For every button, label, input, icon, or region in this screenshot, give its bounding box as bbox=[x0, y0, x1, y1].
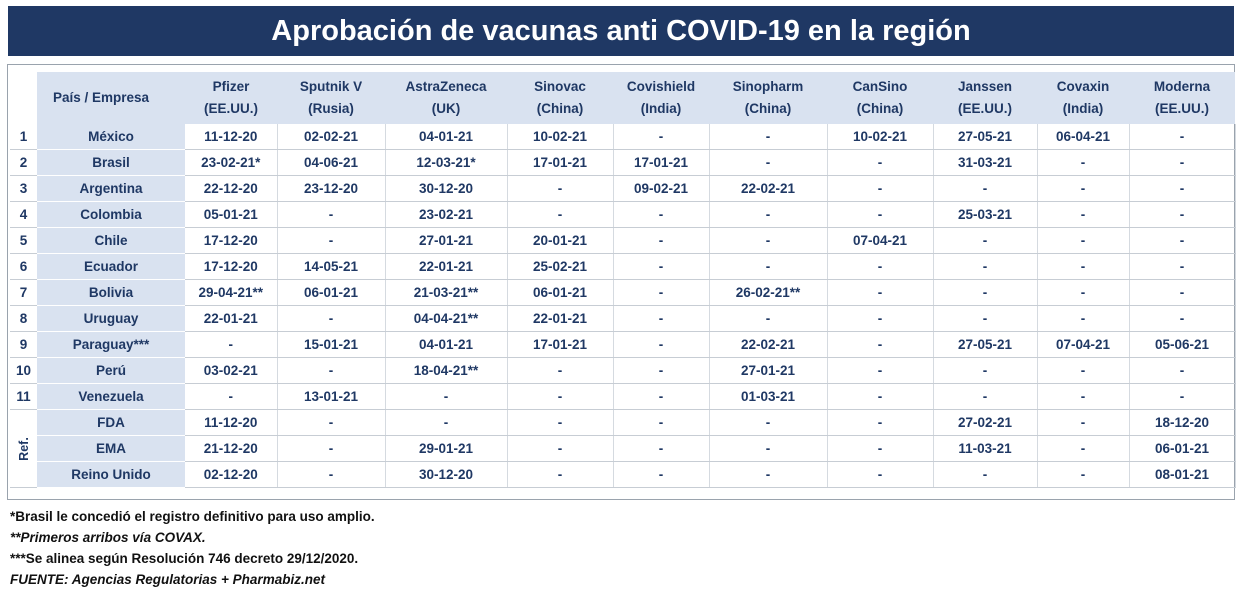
approval-date-cell: - bbox=[277, 228, 385, 254]
approval-date-cell: - bbox=[933, 280, 1037, 306]
approval-date-cell: 27-01-21 bbox=[709, 358, 827, 384]
header-vaccine bbox=[277, 72, 385, 124]
vaccine-origin: (China) bbox=[536, 101, 584, 116]
vaccine-name: AstraZeneca bbox=[405, 79, 487, 94]
approval-date-cell: 02-02-21 bbox=[277, 124, 385, 150]
approval-date-cell: 10-02-21 bbox=[827, 124, 933, 150]
approval-date-cell: - bbox=[1129, 228, 1235, 254]
approval-date-cell: 08-01-21 bbox=[1129, 462, 1235, 488]
approval-date-cell: 21-12-20 bbox=[185, 436, 277, 462]
country-cell: Uruguay bbox=[37, 306, 185, 332]
approval-date-cell: 06-01-21 bbox=[277, 280, 385, 306]
approval-date-cell: 11-03-21 bbox=[933, 436, 1037, 462]
vaccine-origin: (China) bbox=[856, 101, 904, 116]
approval-date-cell: 17-01-21 bbox=[613, 150, 709, 176]
approval-date-cell: 04-04-21** bbox=[385, 306, 507, 332]
approval-date-cell: - bbox=[185, 384, 277, 410]
approval-date-cell: 18-04-21** bbox=[385, 358, 507, 384]
approval-date-cell: - bbox=[385, 410, 507, 436]
approval-date-cell: - bbox=[709, 410, 827, 436]
approval-date-cell: - bbox=[1037, 176, 1129, 202]
approval-date-cell: - bbox=[277, 306, 385, 332]
approval-date-cell: 22-02-21 bbox=[709, 176, 827, 202]
table-row bbox=[10, 150, 1235, 176]
row-number: 9 bbox=[10, 332, 37, 358]
approval-date-cell: 11-12-20 bbox=[185, 124, 277, 150]
country-cell: México bbox=[37, 124, 185, 150]
approval-date-cell: - bbox=[185, 332, 277, 358]
approval-date-cell: - bbox=[827, 306, 933, 332]
vaccine-name: Covaxin bbox=[1056, 79, 1110, 94]
header-vaccine bbox=[1037, 72, 1129, 124]
approval-date-cell: - bbox=[1037, 280, 1129, 306]
ref-cell bbox=[10, 410, 37, 488]
approval-date-cell: 22-12-20 bbox=[185, 176, 277, 202]
approval-date-cell: 01-03-21 bbox=[709, 384, 827, 410]
approval-date-cell: 04-06-21 bbox=[277, 150, 385, 176]
approval-date-cell: - bbox=[709, 254, 827, 280]
approval-date-cell: - bbox=[277, 436, 385, 462]
reference-row bbox=[10, 462, 1235, 488]
row-number: 4 bbox=[10, 202, 37, 228]
approval-date-cell: - bbox=[1037, 228, 1129, 254]
table-row bbox=[10, 358, 1235, 384]
approval-date-cell: 17-01-21 bbox=[507, 150, 613, 176]
approval-date-cell: 30-12-20 bbox=[385, 462, 507, 488]
approval-date-cell: 02-12-20 bbox=[185, 462, 277, 488]
approval-date-cell: - bbox=[613, 228, 709, 254]
approval-date-cell: - bbox=[1037, 358, 1129, 384]
approval-date-cell: - bbox=[933, 176, 1037, 202]
reference-row bbox=[10, 410, 1235, 436]
header-num-blank bbox=[10, 72, 37, 124]
vaccine-name: Sinopharm bbox=[732, 79, 804, 94]
approval-date-cell: 14-05-21 bbox=[277, 254, 385, 280]
approval-date-cell: - bbox=[1129, 358, 1235, 384]
row-number: 8 bbox=[10, 306, 37, 332]
country-cell: Chile bbox=[37, 228, 185, 254]
approval-date-cell: - bbox=[507, 462, 613, 488]
table-row bbox=[10, 306, 1235, 332]
page-title: Aprobación de vacunas anti COVID-19 en la región bbox=[8, 6, 1234, 56]
vaccine-name: Sinovac bbox=[534, 79, 586, 94]
approval-date-cell: - bbox=[277, 358, 385, 384]
approval-date-cell: - bbox=[709, 202, 827, 228]
approval-date-cell: - bbox=[613, 462, 709, 488]
approval-date-cell: 22-01-21 bbox=[507, 306, 613, 332]
approval-date-cell: - bbox=[1037, 436, 1129, 462]
approval-date-cell: - bbox=[933, 254, 1037, 280]
approval-date-cell: - bbox=[709, 306, 827, 332]
header-country: País / Empresa bbox=[37, 72, 185, 124]
approval-date-cell: 06-04-21 bbox=[1037, 124, 1129, 150]
approval-date-cell: - bbox=[827, 332, 933, 358]
agency-cell: EMA bbox=[37, 436, 185, 462]
approval-date-cell: - bbox=[827, 202, 933, 228]
approval-date-cell: 04-01-21 bbox=[385, 124, 507, 150]
approval-date-cell: - bbox=[933, 306, 1037, 332]
approval-date-cell: - bbox=[827, 254, 933, 280]
approval-date-cell: 27-05-21 bbox=[933, 332, 1037, 358]
approval-date-cell: 25-03-21 bbox=[933, 202, 1037, 228]
approval-date-cell: - bbox=[709, 228, 827, 254]
approval-date-cell: 06-01-21 bbox=[507, 280, 613, 306]
approval-date-cell: - bbox=[1129, 280, 1235, 306]
approval-date-cell: 23-12-20 bbox=[277, 176, 385, 202]
approval-date-cell: - bbox=[933, 358, 1037, 384]
approval-date-cell: 06-01-21 bbox=[1129, 436, 1235, 462]
approval-date-cell: - bbox=[507, 384, 613, 410]
approval-date-cell: - bbox=[385, 384, 507, 410]
approval-date-cell: - bbox=[1037, 462, 1129, 488]
table-row bbox=[10, 332, 1235, 358]
approval-date-cell: - bbox=[827, 384, 933, 410]
approval-date-cell: 26-02-21** bbox=[709, 280, 827, 306]
table-row bbox=[10, 124, 1235, 150]
approval-date-cell: - bbox=[1037, 254, 1129, 280]
vaccine-name: CanSino bbox=[852, 79, 908, 94]
country-cell: Colombia bbox=[37, 202, 185, 228]
approval-date-cell: 25-02-21 bbox=[507, 254, 613, 280]
approval-date-cell: 13-01-21 bbox=[277, 384, 385, 410]
approval-date-cell: 29-01-21 bbox=[385, 436, 507, 462]
approval-date-cell: - bbox=[827, 150, 933, 176]
row-number: 1 bbox=[10, 124, 37, 150]
table-row bbox=[10, 254, 1235, 280]
country-cell: Argentina bbox=[37, 176, 185, 202]
approval-date-cell: - bbox=[507, 410, 613, 436]
table-row bbox=[10, 384, 1235, 410]
approval-date-cell: 31-03-21 bbox=[933, 150, 1037, 176]
approval-date-cell: 15-01-21 bbox=[277, 332, 385, 358]
footnotes bbox=[10, 506, 375, 590]
approval-date-cell: 20-01-21 bbox=[507, 228, 613, 254]
country-cell: Venezuela bbox=[37, 384, 185, 410]
header-vaccine bbox=[385, 72, 507, 124]
vaccine-origin: (Rusia) bbox=[308, 101, 354, 116]
approval-date-cell: - bbox=[613, 202, 709, 228]
approval-date-cell: - bbox=[277, 410, 385, 436]
header-vaccine bbox=[1129, 72, 1235, 124]
vaccine-approval-table bbox=[10, 72, 1236, 488]
approval-date-cell: - bbox=[933, 462, 1037, 488]
approval-date-cell: - bbox=[613, 124, 709, 150]
country-cell: Ecuador bbox=[37, 254, 185, 280]
approval-date-cell: - bbox=[1129, 150, 1235, 176]
approval-date-cell: 10-02-21 bbox=[507, 124, 613, 150]
approval-date-cell: - bbox=[827, 176, 933, 202]
header-vaccine bbox=[613, 72, 709, 124]
vaccine-name: Pfizer bbox=[212, 79, 250, 94]
vaccine-name: Moderna bbox=[1153, 79, 1211, 94]
approval-date-cell: - bbox=[613, 410, 709, 436]
approval-date-cell: 17-01-21 bbox=[507, 332, 613, 358]
approval-date-cell: - bbox=[1037, 384, 1129, 410]
approval-date-cell: - bbox=[709, 124, 827, 150]
approval-date-cell: 17-12-20 bbox=[185, 228, 277, 254]
approval-date-cell: - bbox=[613, 358, 709, 384]
header-vaccine bbox=[827, 72, 933, 124]
approval-date-cell: - bbox=[1129, 306, 1235, 332]
approval-date-cell: 18-12-20 bbox=[1129, 410, 1235, 436]
approval-date-cell: 03-02-21 bbox=[185, 358, 277, 384]
approval-date-cell: - bbox=[613, 332, 709, 358]
approval-date-cell: - bbox=[613, 384, 709, 410]
approval-date-cell: 29-04-21** bbox=[185, 280, 277, 306]
approval-date-cell: - bbox=[507, 176, 613, 202]
approval-date-cell: 27-02-21 bbox=[933, 410, 1037, 436]
approval-date-cell: - bbox=[827, 280, 933, 306]
footnote: FUENTE: Agencias Regulatorias + Pharmabiz.net bbox=[10, 572, 325, 587]
footnote: ***Se alinea según Resolución 746 decreto 29/12/2020. bbox=[10, 551, 359, 566]
approval-date-cell: 07-04-21 bbox=[1037, 332, 1129, 358]
table-body bbox=[10, 124, 1235, 488]
approval-date-cell: - bbox=[277, 462, 385, 488]
vaccine-name: Sputnik V bbox=[299, 79, 363, 94]
vaccine-origin: (EE.UU.) bbox=[204, 101, 258, 116]
approval-date-cell: - bbox=[507, 436, 613, 462]
header-vaccine bbox=[709, 72, 827, 124]
vaccine-name: Covishield bbox=[626, 79, 696, 94]
approval-date-cell: 22-02-21 bbox=[709, 332, 827, 358]
approval-date-cell: - bbox=[1129, 202, 1235, 228]
approval-date-cell: - bbox=[613, 436, 709, 462]
approval-date-cell: 30-12-20 bbox=[385, 176, 507, 202]
approval-date-cell: 11-12-20 bbox=[185, 410, 277, 436]
approval-date-cell: 12-03-21* bbox=[385, 150, 507, 176]
approval-date-cell: 05-01-21 bbox=[185, 202, 277, 228]
approval-date-cell: 07-04-21 bbox=[827, 228, 933, 254]
approval-date-cell: 21-03-21** bbox=[385, 280, 507, 306]
row-number: 5 bbox=[10, 228, 37, 254]
approval-date-cell: - bbox=[613, 254, 709, 280]
approval-date-cell: - bbox=[709, 462, 827, 488]
header-vaccine bbox=[507, 72, 613, 124]
approval-date-cell: - bbox=[827, 462, 933, 488]
row-number: 6 bbox=[10, 254, 37, 280]
approval-date-cell: - bbox=[1129, 384, 1235, 410]
row-number: 3 bbox=[10, 176, 37, 202]
approval-date-cell: - bbox=[1129, 176, 1235, 202]
vaccine-origin: (China) bbox=[744, 101, 792, 116]
approval-date-cell: - bbox=[1037, 306, 1129, 332]
approval-date-cell: 17-12-20 bbox=[185, 254, 277, 280]
row-number: 7 bbox=[10, 280, 37, 306]
approval-date-cell: 22-01-21 bbox=[185, 306, 277, 332]
country-cell: Perú bbox=[37, 358, 185, 384]
country-cell: Paraguay*** bbox=[37, 332, 185, 358]
approval-date-cell: 27-01-21 bbox=[385, 228, 507, 254]
vaccine-origin: (EE.UU.) bbox=[1155, 101, 1209, 116]
approval-date-cell: - bbox=[827, 358, 933, 384]
vaccine-origin: (EE.UU.) bbox=[958, 101, 1012, 116]
agency-cell: Reino Unido bbox=[37, 462, 185, 488]
header-vaccine bbox=[933, 72, 1037, 124]
footnote: **Primeros arribos vía COVAX. bbox=[10, 530, 206, 545]
approval-date-cell: 27-05-21 bbox=[933, 124, 1037, 150]
vaccine-origin: (India) bbox=[1062, 101, 1104, 116]
approval-date-cell: - bbox=[613, 280, 709, 306]
table-row bbox=[10, 280, 1235, 306]
ref-label: Ref. bbox=[16, 436, 31, 461]
approval-date-cell: - bbox=[1037, 410, 1129, 436]
approval-date-cell: - bbox=[1037, 150, 1129, 176]
approval-date-cell: - bbox=[933, 384, 1037, 410]
reference-row bbox=[10, 436, 1235, 462]
row-number: 10 bbox=[10, 358, 37, 384]
table-row bbox=[10, 228, 1235, 254]
vaccine-name: Janssen bbox=[957, 79, 1013, 94]
approval-date-cell: - bbox=[709, 436, 827, 462]
approval-date-cell: - bbox=[827, 436, 933, 462]
approval-date-cell: - bbox=[709, 150, 827, 176]
approval-date-cell: - bbox=[827, 410, 933, 436]
approval-date-cell: - bbox=[933, 228, 1037, 254]
approval-date-cell: 09-02-21 bbox=[613, 176, 709, 202]
approval-date-cell: - bbox=[1129, 124, 1235, 150]
approval-date-cell: - bbox=[507, 202, 613, 228]
approval-date-cell: 23-02-21* bbox=[185, 150, 277, 176]
approval-date-cell: 23-02-21 bbox=[385, 202, 507, 228]
row-number: 11 bbox=[10, 384, 37, 410]
approval-date-cell: - bbox=[1037, 202, 1129, 228]
approval-date-cell: - bbox=[277, 202, 385, 228]
approval-date-cell: 05-06-21 bbox=[1129, 332, 1235, 358]
vaccine-origin: (India) bbox=[640, 101, 682, 116]
table-row bbox=[10, 202, 1235, 228]
country-cell: Bolivia bbox=[37, 280, 185, 306]
footnote: *Brasil le concedió el registro definitivo para uso amplio. bbox=[10, 509, 375, 524]
approval-date-cell: - bbox=[507, 358, 613, 384]
table-header-row bbox=[10, 72, 1235, 124]
approval-date-cell: - bbox=[1129, 254, 1235, 280]
approval-date-cell: 04-01-21 bbox=[385, 332, 507, 358]
vaccine-origin: (UK) bbox=[431, 101, 461, 116]
country-cell: Brasil bbox=[37, 150, 185, 176]
agency-cell: FDA bbox=[37, 410, 185, 436]
row-number: 2 bbox=[10, 150, 37, 176]
table-row bbox=[10, 176, 1235, 202]
approval-date-cell: - bbox=[613, 306, 709, 332]
approval-date-cell: 22-01-21 bbox=[385, 254, 507, 280]
header-vaccine bbox=[185, 72, 277, 124]
